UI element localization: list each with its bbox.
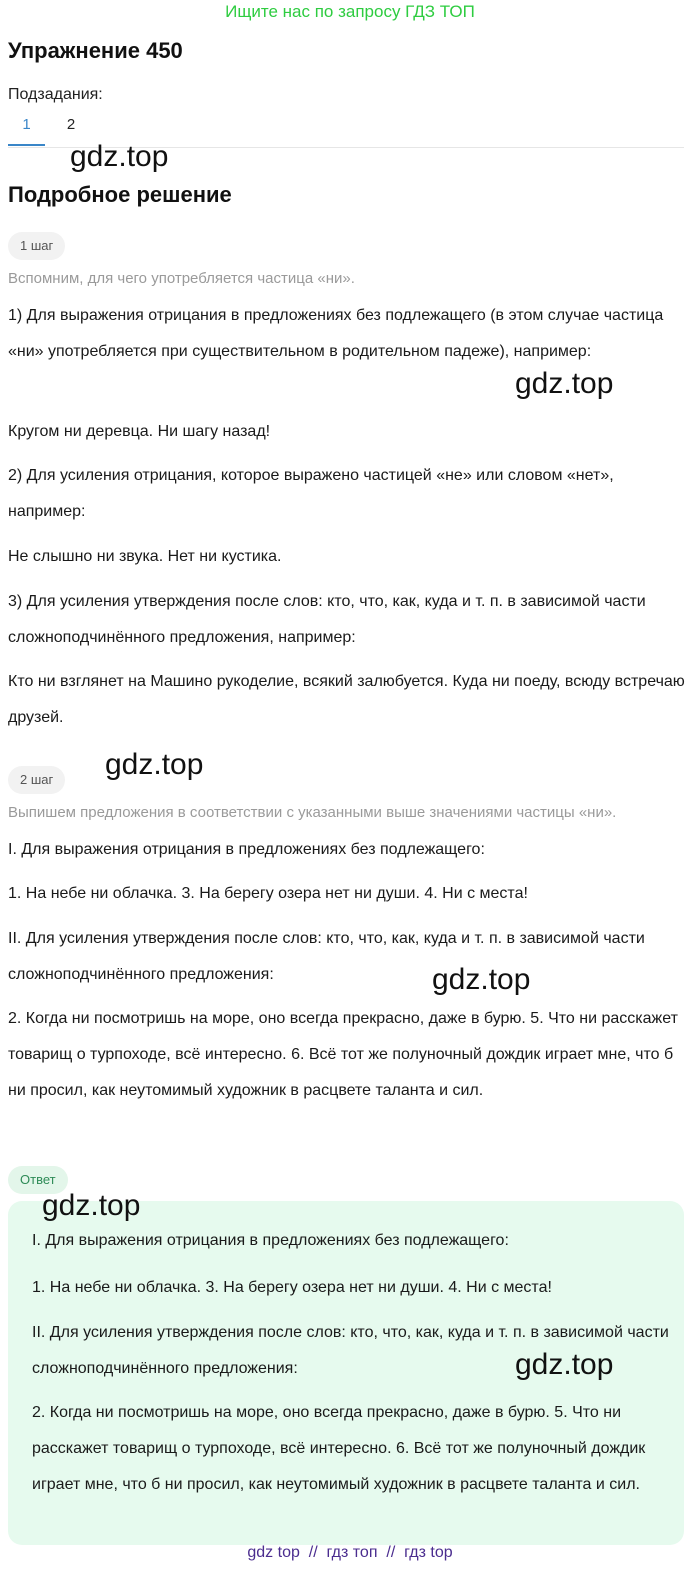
step-1-badge: 1 шаг xyxy=(8,232,65,260)
page-title: Упражнение 450 xyxy=(8,38,183,63)
step-2-paragraph: I. Для выражения отрицания в предложениях без подлежащего: xyxy=(8,841,485,858)
step-2-paragraph: 1. На небе ни облачка. 3. На берегу озера нет ни души. 4. Ни с места! xyxy=(8,885,528,902)
watermark: gdz.top xyxy=(515,1348,614,1381)
watermark: gdz.top xyxy=(432,963,531,996)
watermark: gdz.top xyxy=(42,1189,141,1222)
step-1-paragraph: Кто ни взглянет на Машино рукоделие, всякий залюбуется. Куда ни поеду, всюду встречаю друзей. xyxy=(8,673,685,726)
watermark: gdz.top xyxy=(105,748,204,781)
watermark: gdz.top xyxy=(70,140,169,173)
section-title: Подробное решение xyxy=(8,182,232,207)
answer-paragraph: II. Для усиления утверждения после слов: кто, что, как, куда и т. п. в зависимой части сложноподчинённого предложения: xyxy=(32,1324,669,1377)
footer-links: gdz top // гдз топ // гдз top xyxy=(247,1544,453,1561)
tab-subtask-2[interactable]: 2 xyxy=(66,116,76,133)
step-2-paragraph: II. Для усиления утверждения после слов: кто, что, как, куда и т. п. в зависимой части сложноподчинённого предложения: xyxy=(8,930,645,983)
step-1-paragraph: Кругом ни деревца. Ни шагу назад! xyxy=(8,423,271,440)
step-1-paragraph: 1) Для выражения отрицания в предложениях без подлежащего (в этом случае частица «ни» употребляется при существительном в родительном падеже), например: xyxy=(8,307,664,360)
watermark: gdz.top xyxy=(515,367,614,400)
tab-subtask-1[interactable]: 1 xyxy=(8,110,45,146)
step-1-paragraph: 3) Для усиления утверждения после слов: кто, что, как, куда и т. п. в зависимой части сложноподчинённого предложения, например: xyxy=(8,593,646,646)
subtasks-label: Подзадания: xyxy=(8,86,103,103)
answer-paragraph: I. Для выражения отрицания в предложениях без подлежащего: xyxy=(32,1232,509,1249)
promo-banner: Ищите нас по запросу ГДЗ ТОП xyxy=(225,2,475,21)
answer-paragraph: 1. На небе ни облачка. 3. На берегу озера нет ни души. 4. Ни с места! xyxy=(32,1279,552,1296)
step-2-hint: Выпишем предложения в соответствии с указанными выше значениями частицы «ни». xyxy=(8,804,617,821)
answer-paragraph: 2. Когда ни посмотришь на море, оно всегда прекрасно, даже в бурю. 5. Что ни расскажет товарищ о турпоходе, всё интересно. 6. Всё тот же полуночный дождик играет мне, что б ни просил, как неутомимый художник в расцвете таланта и сил. xyxy=(32,1404,646,1493)
step-1-paragraph: Не слышно ни звука. Нет ни кустика. xyxy=(8,548,282,565)
step-1-paragraph: 2) Для усиления отрицания, которое выражено частицей «не» или словом «нет», например: xyxy=(8,467,614,520)
step-1-hint: Вспомним, для чего употребляется частица «ни». xyxy=(8,270,355,287)
step-2-paragraph: 2. Когда ни посмотришь на море, оно всегда прекрасно, даже в бурю. 5. Что ни расскажет товарищ о турпоходе, всё интересно. 6. Всё тот же полуночный дождик играет мне, что б ни просил, как неутомимый художник в расцвете таланта и сил. xyxy=(8,1010,678,1099)
step-2-badge: 2 шаг xyxy=(8,766,65,794)
answer-badge: Ответ xyxy=(8,1166,68,1194)
